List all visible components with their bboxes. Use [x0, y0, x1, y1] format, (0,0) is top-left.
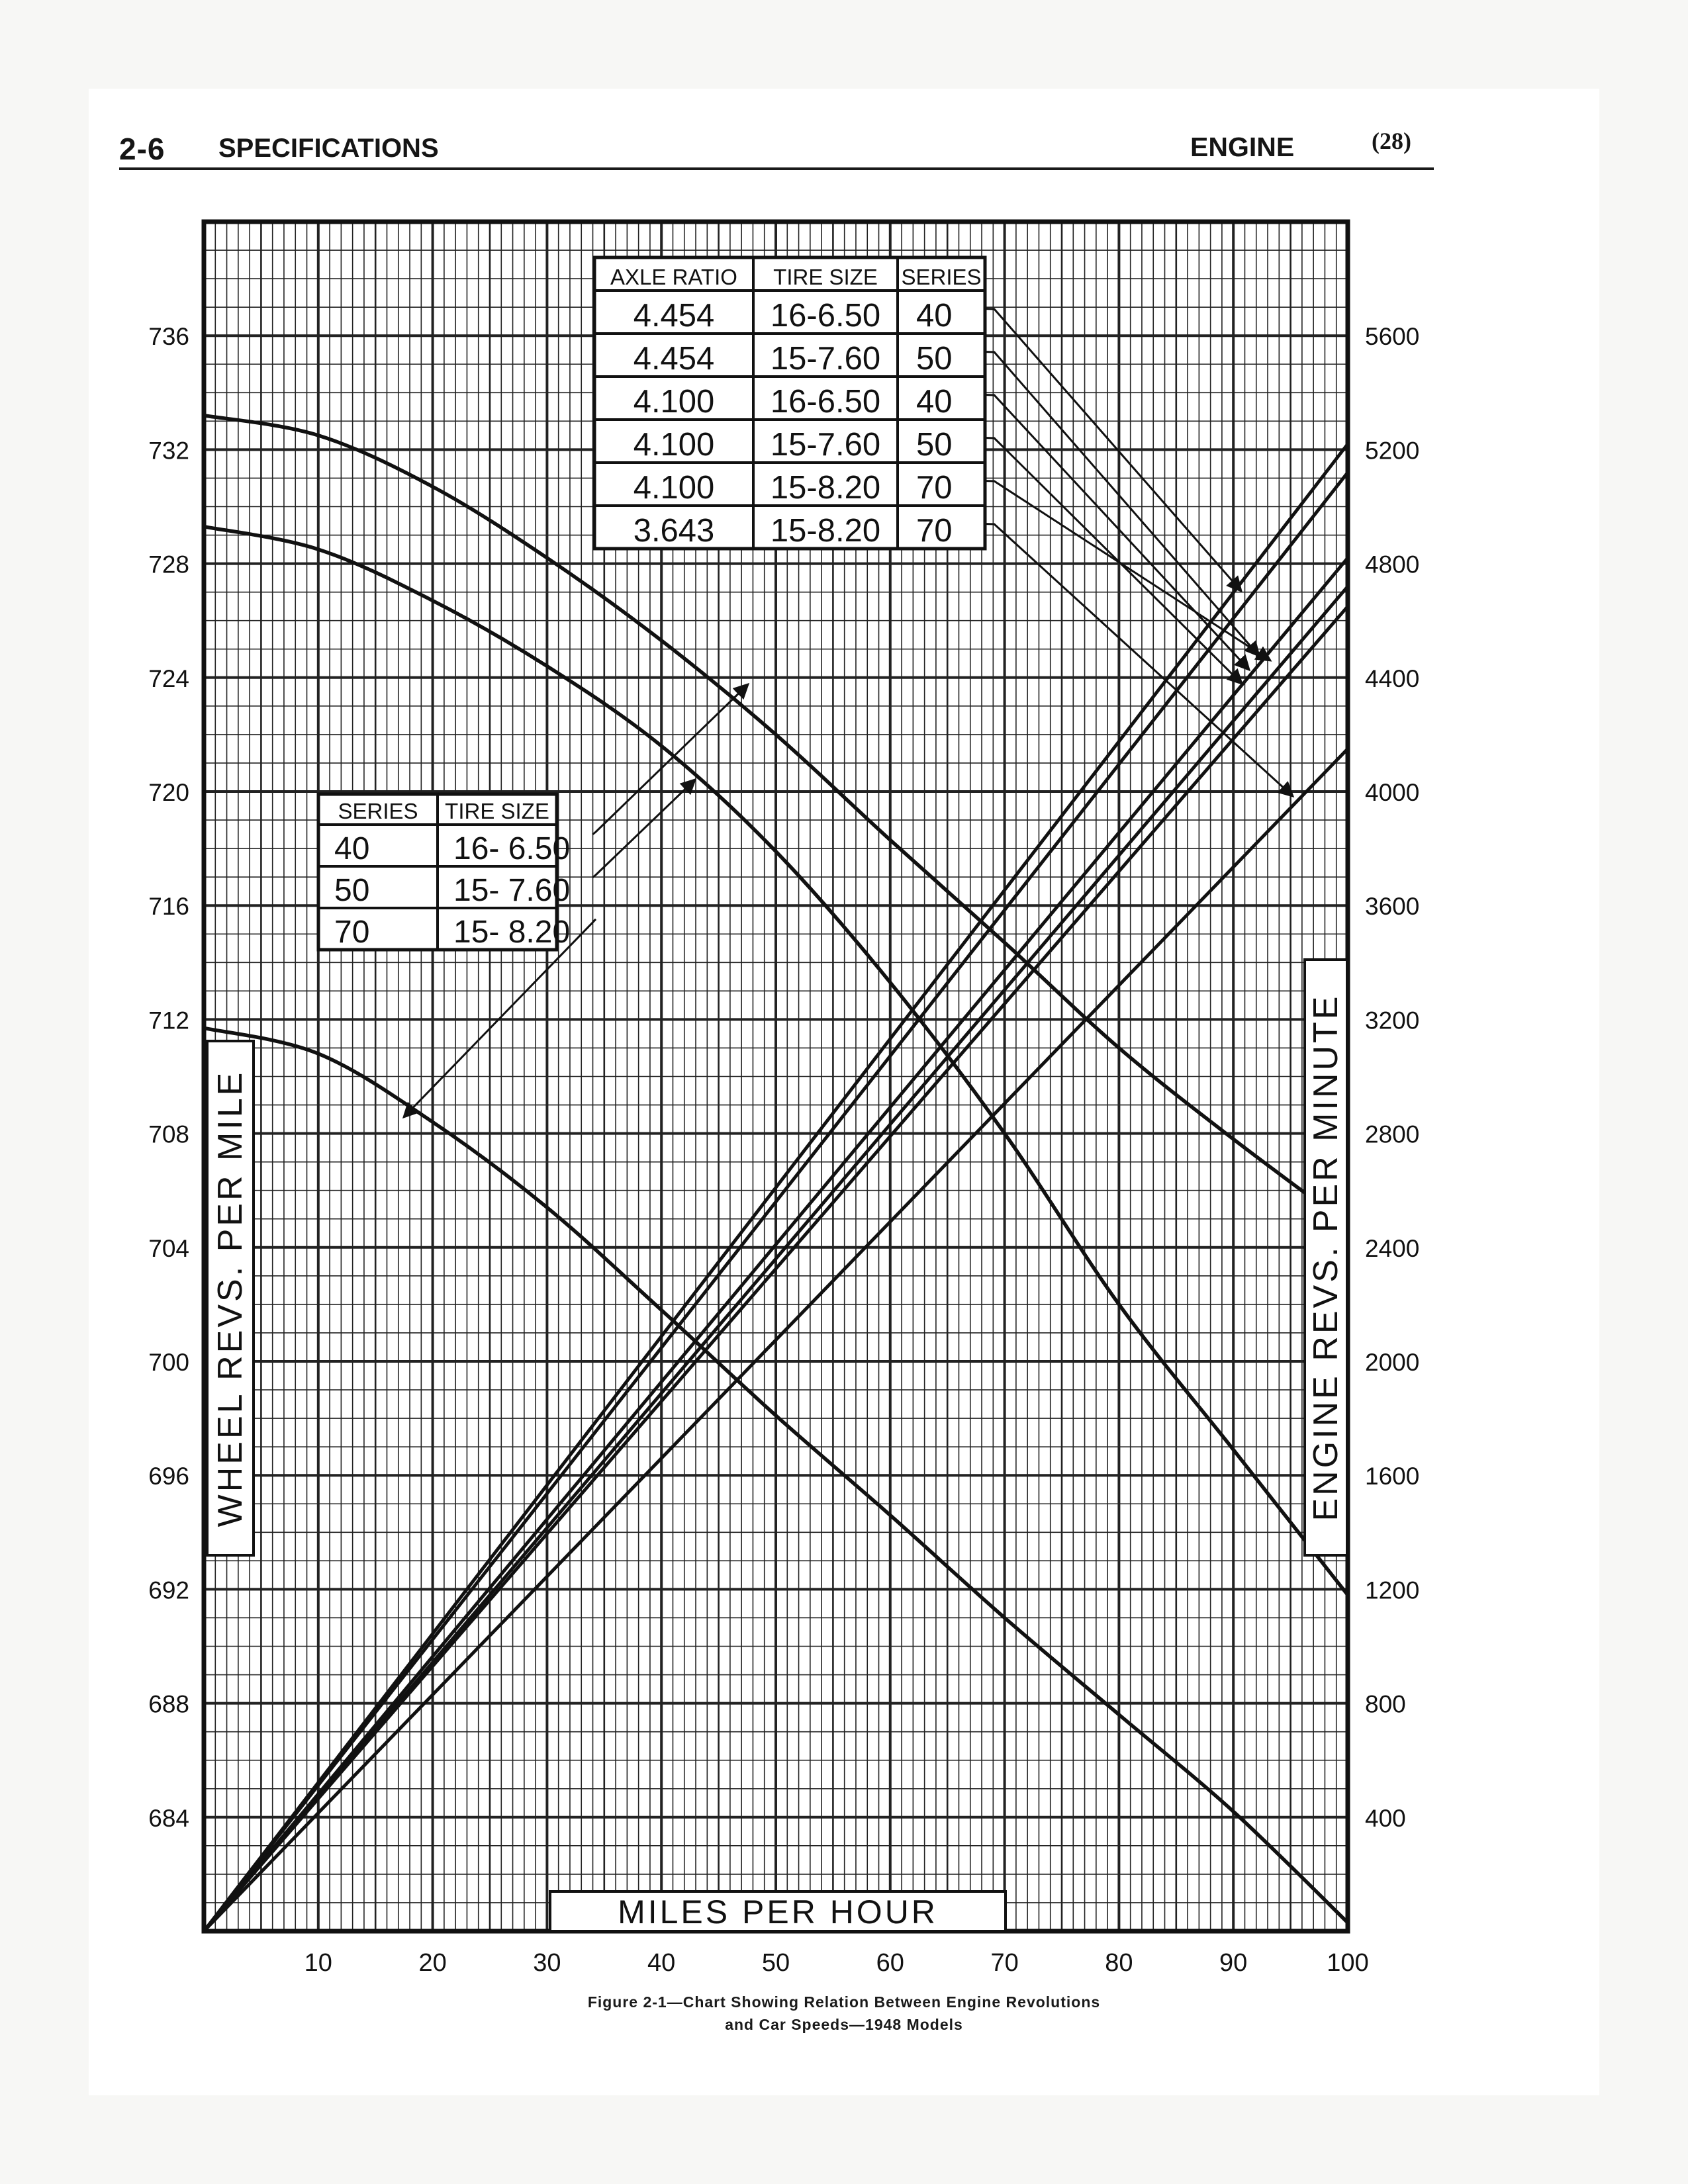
y-left-tick-label: 712 — [148, 1007, 189, 1034]
y-right-tick-label: 4000 — [1365, 779, 1420, 806]
engine-table-cell: 4.100 — [633, 384, 715, 420]
wheel-table-cell: 70 — [334, 915, 370, 950]
engine-table-cell: 3.643 — [633, 513, 715, 549]
y-right-tick-label: 1600 — [1365, 1463, 1420, 1490]
engine-table-cell: 15-7.60 — [770, 341, 881, 377]
x-tick-label: 20 — [418, 1949, 447, 1977]
engine-table-cell: 16-6.50 — [770, 298, 881, 334]
engine-table-cell: 15-8.20 — [770, 513, 881, 549]
y-right-tick-label: 800 — [1365, 1690, 1406, 1718]
engine-table-cell: 40 — [916, 384, 953, 420]
wheel-table-cell: 15- 8.20 — [453, 915, 571, 950]
x-tick-label: 90 — [1219, 1949, 1248, 1977]
x-tick-label: 80 — [1105, 1949, 1133, 1977]
wheel-leader-1 — [592, 780, 695, 878]
y-left-tick-label: 728 — [148, 551, 189, 578]
wheel-table-header: SERIES — [338, 799, 418, 823]
y-left-tick-label: 720 — [148, 779, 189, 806]
y-right-tick-label: 400 — [1365, 1804, 1406, 1832]
y-right-tick-label: 2400 — [1365, 1234, 1420, 1262]
y-left-tick-label: 684 — [148, 1804, 189, 1832]
engine-table-cell: 4.454 — [633, 298, 715, 334]
section-title: SPECIFICATIONS — [218, 134, 439, 163]
engine-table-cell: 15-7.60 — [770, 427, 881, 463]
engine-table-header: TIRE SIZE — [773, 265, 878, 289]
section-number: 2-6 — [119, 132, 165, 166]
wheel-table-cell: 50 — [334, 873, 370, 908]
y-left-tick-label: 708 — [148, 1120, 189, 1148]
x-tick-label: 50 — [761, 1949, 790, 1977]
y-right-tick-label: 3600 — [1365, 893, 1420, 921]
engine-table-cell: 4.454 — [633, 341, 715, 377]
engine-table-cell: 70 — [916, 513, 953, 549]
engine-table-cell: 50 — [916, 427, 953, 463]
engine-table — [594, 257, 985, 549]
y-left-tick-label: 704 — [148, 1234, 189, 1262]
engine-table-header: SERIES — [901, 265, 982, 289]
wheel-table — [318, 794, 570, 950]
figure-caption-line1: Figure 2-1—Chart Showing Relation Between Engine Revolutions — [587, 1993, 1101, 2011]
y-right-tick-label: 4800 — [1365, 551, 1420, 578]
engine-leader-1 — [952, 351, 1259, 656]
y-left-tick-label: 692 — [148, 1576, 189, 1604]
engine-table-cell: 70 — [916, 470, 953, 506]
y-right-tick-label: 2800 — [1365, 1120, 1420, 1148]
wheel-table-header: TIRE SIZE — [445, 799, 549, 823]
engine-table-cell: 4.100 — [633, 470, 715, 506]
tick-labels — [148, 323, 1419, 1977]
y-left-tick-label: 716 — [148, 893, 189, 921]
y-right-tick-label: 3200 — [1365, 1007, 1420, 1034]
y-right-tick-label: 5200 — [1365, 437, 1420, 465]
y-left-tick-label: 700 — [148, 1349, 189, 1376]
y-left-tick-label: 688 — [148, 1690, 189, 1718]
wheel-table-cell: 15- 7.60 — [453, 873, 571, 908]
engine-table-header: AXLE RATIO — [610, 265, 737, 289]
x-tick-label: 40 — [647, 1949, 676, 1977]
y-right-tick-label: 5600 — [1365, 323, 1420, 351]
ylabel-left: WHEEL REVS. PER MILE — [211, 1069, 250, 1527]
x-tick-label: 30 — [533, 1949, 561, 1977]
y-right-tick-label: 1200 — [1365, 1576, 1420, 1604]
y-left-tick-label: 736 — [148, 323, 189, 351]
wheel-table-cell: 16- 6.50 — [453, 831, 571, 866]
y-left-tick-label: 696 — [148, 1463, 189, 1490]
x-tick-label: 100 — [1327, 1949, 1369, 1977]
engine-table-cell: 16-6.50 — [770, 384, 881, 420]
wheel-table-cell: 40 — [334, 831, 370, 866]
engine-table-cell: 15-8.20 — [770, 470, 881, 506]
y-right-tick-label: 2000 — [1365, 1349, 1420, 1376]
engine-table-cell: 40 — [916, 298, 953, 334]
chapter-title: ENGINE — [1190, 132, 1295, 162]
y-left-tick-label: 732 — [148, 437, 189, 465]
page-number: (28) — [1372, 128, 1411, 154]
y-right-tick-label: 4400 — [1365, 664, 1420, 692]
ylabel-right: ENGINE REVS. PER MINUTE — [1307, 993, 1345, 1522]
x-tick-label: 60 — [876, 1949, 904, 1977]
x-tick-label: 70 — [990, 1949, 1019, 1977]
xlabel: MILES PER HOUR — [618, 1893, 938, 1931]
x-tick-label: 10 — [304, 1949, 332, 1977]
figure-caption-line2: and Car Speeds—1948 Models — [725, 2016, 963, 2033]
y-left-tick-label: 724 — [148, 664, 189, 692]
engine-table-cell: 50 — [916, 341, 953, 377]
engine-table-cell: 4.100 — [633, 427, 715, 463]
legend-tables — [318, 257, 985, 950]
engine-leader-3 — [952, 437, 1242, 684]
